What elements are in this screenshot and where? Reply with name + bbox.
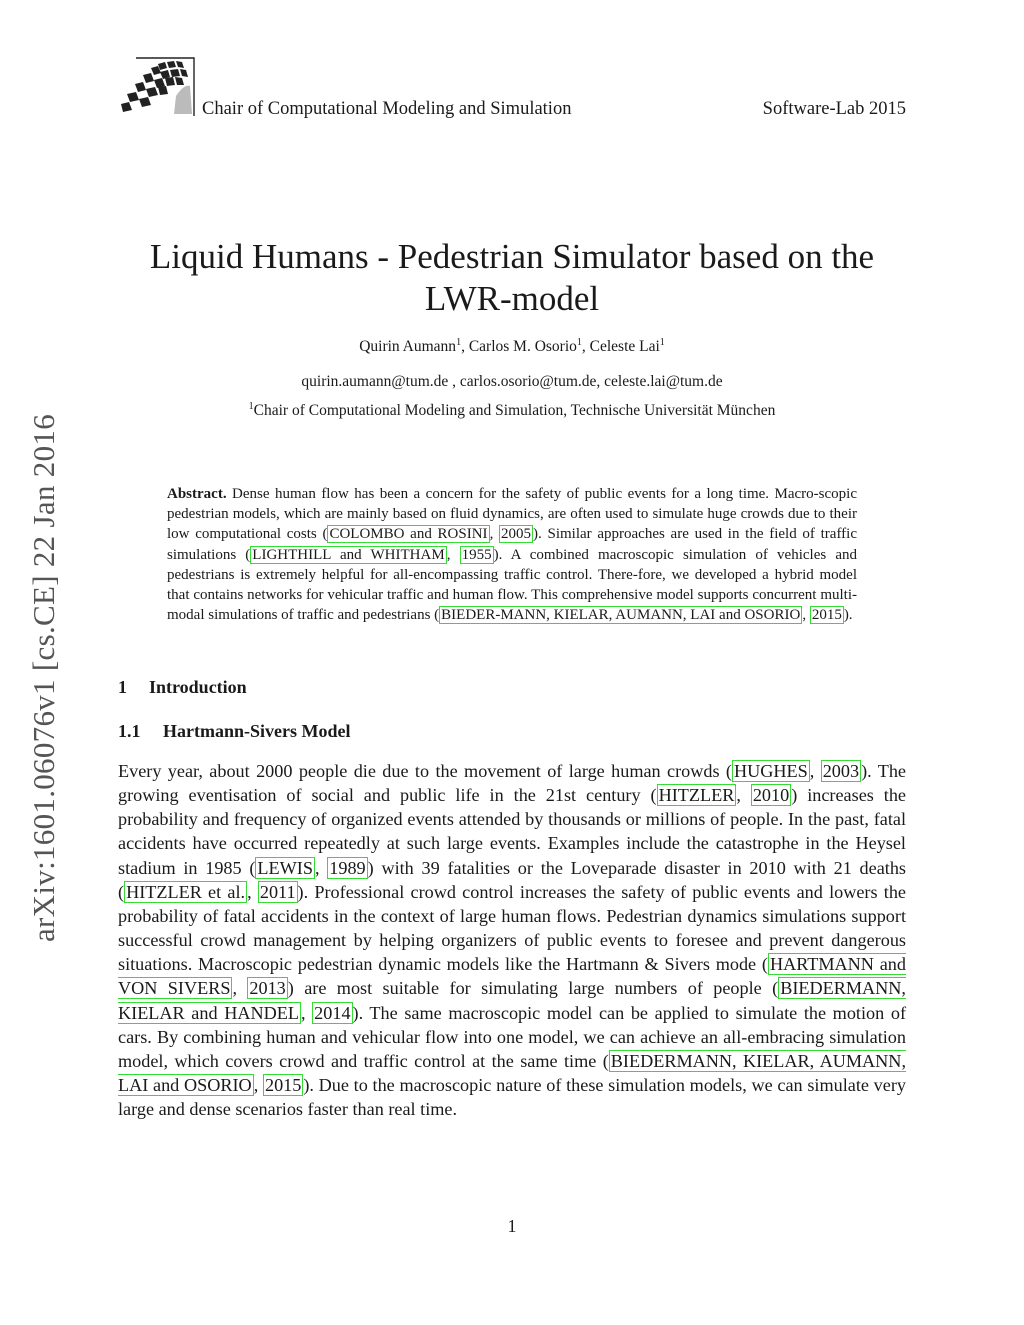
author-3-affil: 1 (659, 337, 665, 348)
author-2: , Carlos M. Osorio (461, 338, 577, 355)
abstract-text: ). (843, 607, 853, 624)
citation-sep: , (802, 607, 810, 624)
author-1-affil: 1 (456, 337, 462, 348)
header-left: Chair of Computational Modeling and Simulation (202, 99, 572, 119)
citation-link[interactable]: HITZLER (658, 785, 735, 806)
abstract-text: Dense human flow has been a concern for the safety of public events for a long time. Macro-scopic pedestrian models, which are mainly based on fluid dynamics, are often used to simulate huge crowds due to their low computational costs ( (167, 486, 857, 543)
citation-year-link[interactable]: 1955 (461, 546, 492, 563)
header-right: Software-Lab 2015 (762, 99, 906, 119)
citation-year-link[interactable]: 2011 (259, 881, 296, 902)
citation-link[interactable]: COLOMBO and ROSINI (329, 526, 488, 543)
body-text: ) are most suitable for simulating large numbers of people ( (287, 978, 779, 999)
citation-link[interactable]: BIEDERMANN, KIELAR and HANDEL (118, 978, 906, 1023)
citation-sep: , (809, 761, 821, 781)
author-2-affil: 1 (576, 337, 582, 348)
citation-link[interactable]: BIEDER-MANN, KIELAR, AUMANN, LAI and OSORIO (441, 607, 801, 624)
subsection-heading (118, 721, 350, 742)
subsection-number: 1.1 (118, 721, 141, 741)
citation-link[interactable]: LIGHTHILL and WHITHAM (252, 546, 445, 563)
citation-sep: , (314, 857, 328, 878)
citation-sep: , (253, 1075, 263, 1096)
citation-sep: , (247, 881, 258, 902)
author-1: Quirin Aumann (359, 338, 457, 355)
section-heading (118, 677, 247, 698)
paper-title: Liquid Humans - Pedestrian Simulator based on the LWR-model (149, 237, 875, 318)
citation-year-link[interactable]: 2010 (752, 785, 790, 806)
section-title: Introduction (149, 677, 247, 697)
abstract-label: Abstract. (167, 486, 227, 502)
subsection-title: Hartmann-Sivers Model (163, 721, 351, 741)
citation-year-link[interactable]: 2003 (822, 761, 860, 781)
chair-logo-icon (118, 56, 196, 118)
citation-year-link[interactable]: 2015 (264, 1075, 302, 1096)
body-text: ). The growing eventisation of social and public life in the 21st century ( (118, 761, 906, 806)
citation-link[interactable]: HUGHES (733, 761, 808, 781)
citation-year-link[interactable]: 1989 (329, 857, 366, 878)
citation-year-link[interactable]: 2015 (811, 607, 842, 624)
author-list (118, 338, 906, 356)
citation-sep: , (736, 785, 751, 806)
citation-year-link[interactable]: 2014 (314, 1002, 351, 1023)
author-3: , Celeste Lai (581, 338, 660, 355)
page-number: 1 (507, 1216, 517, 1236)
author-emails: quirin.aumann@tum.de , carlos.osorio@tum.de, celeste.lai@tum.de (301, 373, 723, 390)
citation-sep: , (232, 978, 248, 999)
affiliation-text: Chair of Computational Modeling and Simulation, Technische Universität München (253, 402, 776, 419)
abstract-text: ). A combined macroscopic simulation of vehicles and pedestrians is extremely helpful for all-encompassing traffic control. There-fore, we developed a hybrid model that contains networks for vehicular traffic and human flow. This comprehensive model supports concurrent multi-modal simulations of traffic and pedestrians ( (167, 546, 857, 624)
citation-link[interactable]: HARTMANN and VON SIVERS (118, 954, 906, 999)
body-text: ). Professional crowd control increases the safety of public events and lowers the probability of fatal accidents in the context of large human flows. Pedestrian dynamics simulations support successful crowd management by helping organizers of public events to foresee and prevent dangerous situations. Macroscopic pedestrian dynamic models like the Hartmann & Sivers mode ( (118, 881, 907, 975)
citation-link[interactable]: LEWIS (257, 857, 313, 878)
citation-year-link[interactable]: 2013 (249, 978, 286, 999)
affiliation (118, 402, 906, 420)
abstract (167, 484, 857, 625)
section-number: 1 (118, 677, 127, 697)
citation-link[interactable]: BIEDERMANN, KIELAR, AUMANN, LAI and OSORIO (118, 1050, 906, 1096)
body-paragraph (118, 759, 906, 1121)
citation-sep: , (300, 1002, 313, 1023)
affiliation-mark: 1 (248, 401, 254, 412)
abstract-text: ). Similar approaches are used in the field of traffic simulations ( (167, 526, 857, 563)
citation-link[interactable]: HITZLER et al. (126, 881, 246, 902)
body-text: ) with 39 fatalities or the Loveparade disaster in 2010 with 21 deaths ( (118, 857, 907, 902)
body-text: ) increases the probability and frequency of organized events attended by thousands or millions of people. In the past, fatal accidents have occurred repeatedly at such large events. Examples include the catastrophe in the Heysel stadium in 1985 ( (118, 785, 906, 878)
arxiv-sidebar-stamp: arXiv:1601.06076v1 [cs.CE] 22 Jan 2016 (26, 413, 61, 942)
body-text: ). Due to the macroscopic nature of these simulation models, we can simulate very large and dense scenarios faster than real time. (118, 1075, 906, 1120)
body-text: ). The same macroscopic model can be applied to simulate the motion of cars. By combining human and vehicular flow into one model, we can achieve an all-embracing simulation model, which covers crowd and traffic control at the same time ( (118, 1002, 907, 1071)
citation-year-link[interactable]: 2005 (501, 526, 532, 543)
citation-sep: , (489, 526, 500, 543)
body-text: Every year, about 2000 people die due to the movement of large human crowds ( (118, 761, 732, 781)
citation-sep: , (446, 546, 460, 563)
